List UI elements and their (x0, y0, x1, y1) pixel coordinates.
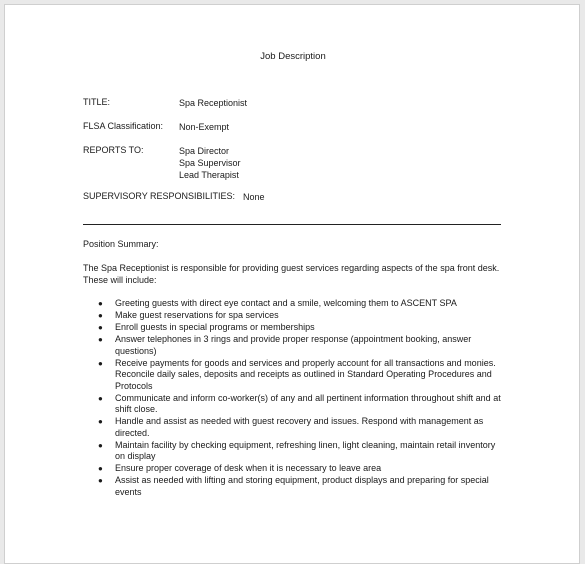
title-value: Spa Receptionist (179, 98, 248, 108)
duty-text: Greeting guests with direct eye contact and a smile, welcoming them to ASCENT SPA (115, 298, 457, 308)
bullet-icon: ● (98, 393, 103, 403)
duty-text: Handle and assist as needed with guest recovery and issues. Respond with management as directed. (115, 416, 484, 438)
duty-text: Ensure proper coverage of desk when it is necessary to leave area (115, 463, 382, 473)
document-page (4, 4, 580, 564)
duty-text: Receive payments for goods and services and properly account for all transactions and monies. Reconcile daily sales, deposits and receipts as outlined in Standard Operating Procedures and Protocols (115, 357, 496, 391)
reports-to-label: REPORTS TO: (83, 145, 144, 155)
duty-text: Assist as needed with lifting and storing equipment, product displays and preparing for special events (115, 475, 489, 497)
document-title: Job Description (260, 51, 326, 62)
reports-to-item: Lead Therapist (179, 170, 239, 180)
duty-text: Communicate and inform co-worker(s) of any and all pertinent information throughout shift and at shift close. (115, 392, 501, 414)
reports-to-item: Spa Supervisor (179, 158, 241, 168)
bullet-icon: ● (98, 464, 103, 473)
position-summary-text (83, 262, 513, 286)
flsa-label: FLSA Classification: (83, 121, 164, 131)
duty-text: Maintain facility by checking equipment, refreshing linen, light cleaning, maintain retail inventory on display (115, 439, 496, 461)
reports-to-values (179, 145, 241, 181)
bullet-icon: ● (98, 476, 103, 485)
summary-line: The Spa Receptionist is responsible for providing guest services regarding aspects of the spa front desk. (83, 263, 500, 273)
supervisory-label: SUPERVISORY RESPONSIBILITIES: (83, 191, 236, 201)
duty-item (95, 393, 505, 416)
position-summary-heading: Position Summary: (83, 239, 159, 249)
summary-line: These will include: (83, 275, 157, 285)
bullet-icon: ● (98, 335, 103, 344)
bullet-icon: ● (98, 323, 103, 332)
duty-item (95, 334, 505, 357)
bullet-icon: ● (98, 440, 103, 450)
title-label: TITLE: (83, 97, 111, 107)
duty-item (95, 322, 505, 334)
flsa-value: Non-Exempt (179, 122, 230, 132)
duty-item (95, 298, 505, 310)
bullet-icon: ● (98, 299, 103, 308)
section-divider (83, 224, 501, 225)
duty-text: Answer telephones in 3 rings and provide proper response (appointment booking, answer questions) (115, 334, 472, 356)
bullet-icon: ● (98, 311, 103, 320)
duty-item (95, 463, 505, 475)
duty-item (95, 440, 505, 463)
bullet-icon: ● (98, 417, 103, 426)
bullet-icon: ● (98, 358, 103, 368)
duties-list (95, 298, 505, 499)
duty-item (95, 358, 505, 393)
duty-item (95, 416, 505, 439)
duty-text: Enroll guests in special programs or memberships (115, 322, 315, 332)
duty-item (95, 475, 505, 498)
duty-text: Make guest reservations for spa services (115, 310, 279, 320)
supervisory-value: None (243, 192, 265, 202)
reports-to-item: Spa Director (179, 146, 230, 156)
duty-item (95, 310, 505, 322)
